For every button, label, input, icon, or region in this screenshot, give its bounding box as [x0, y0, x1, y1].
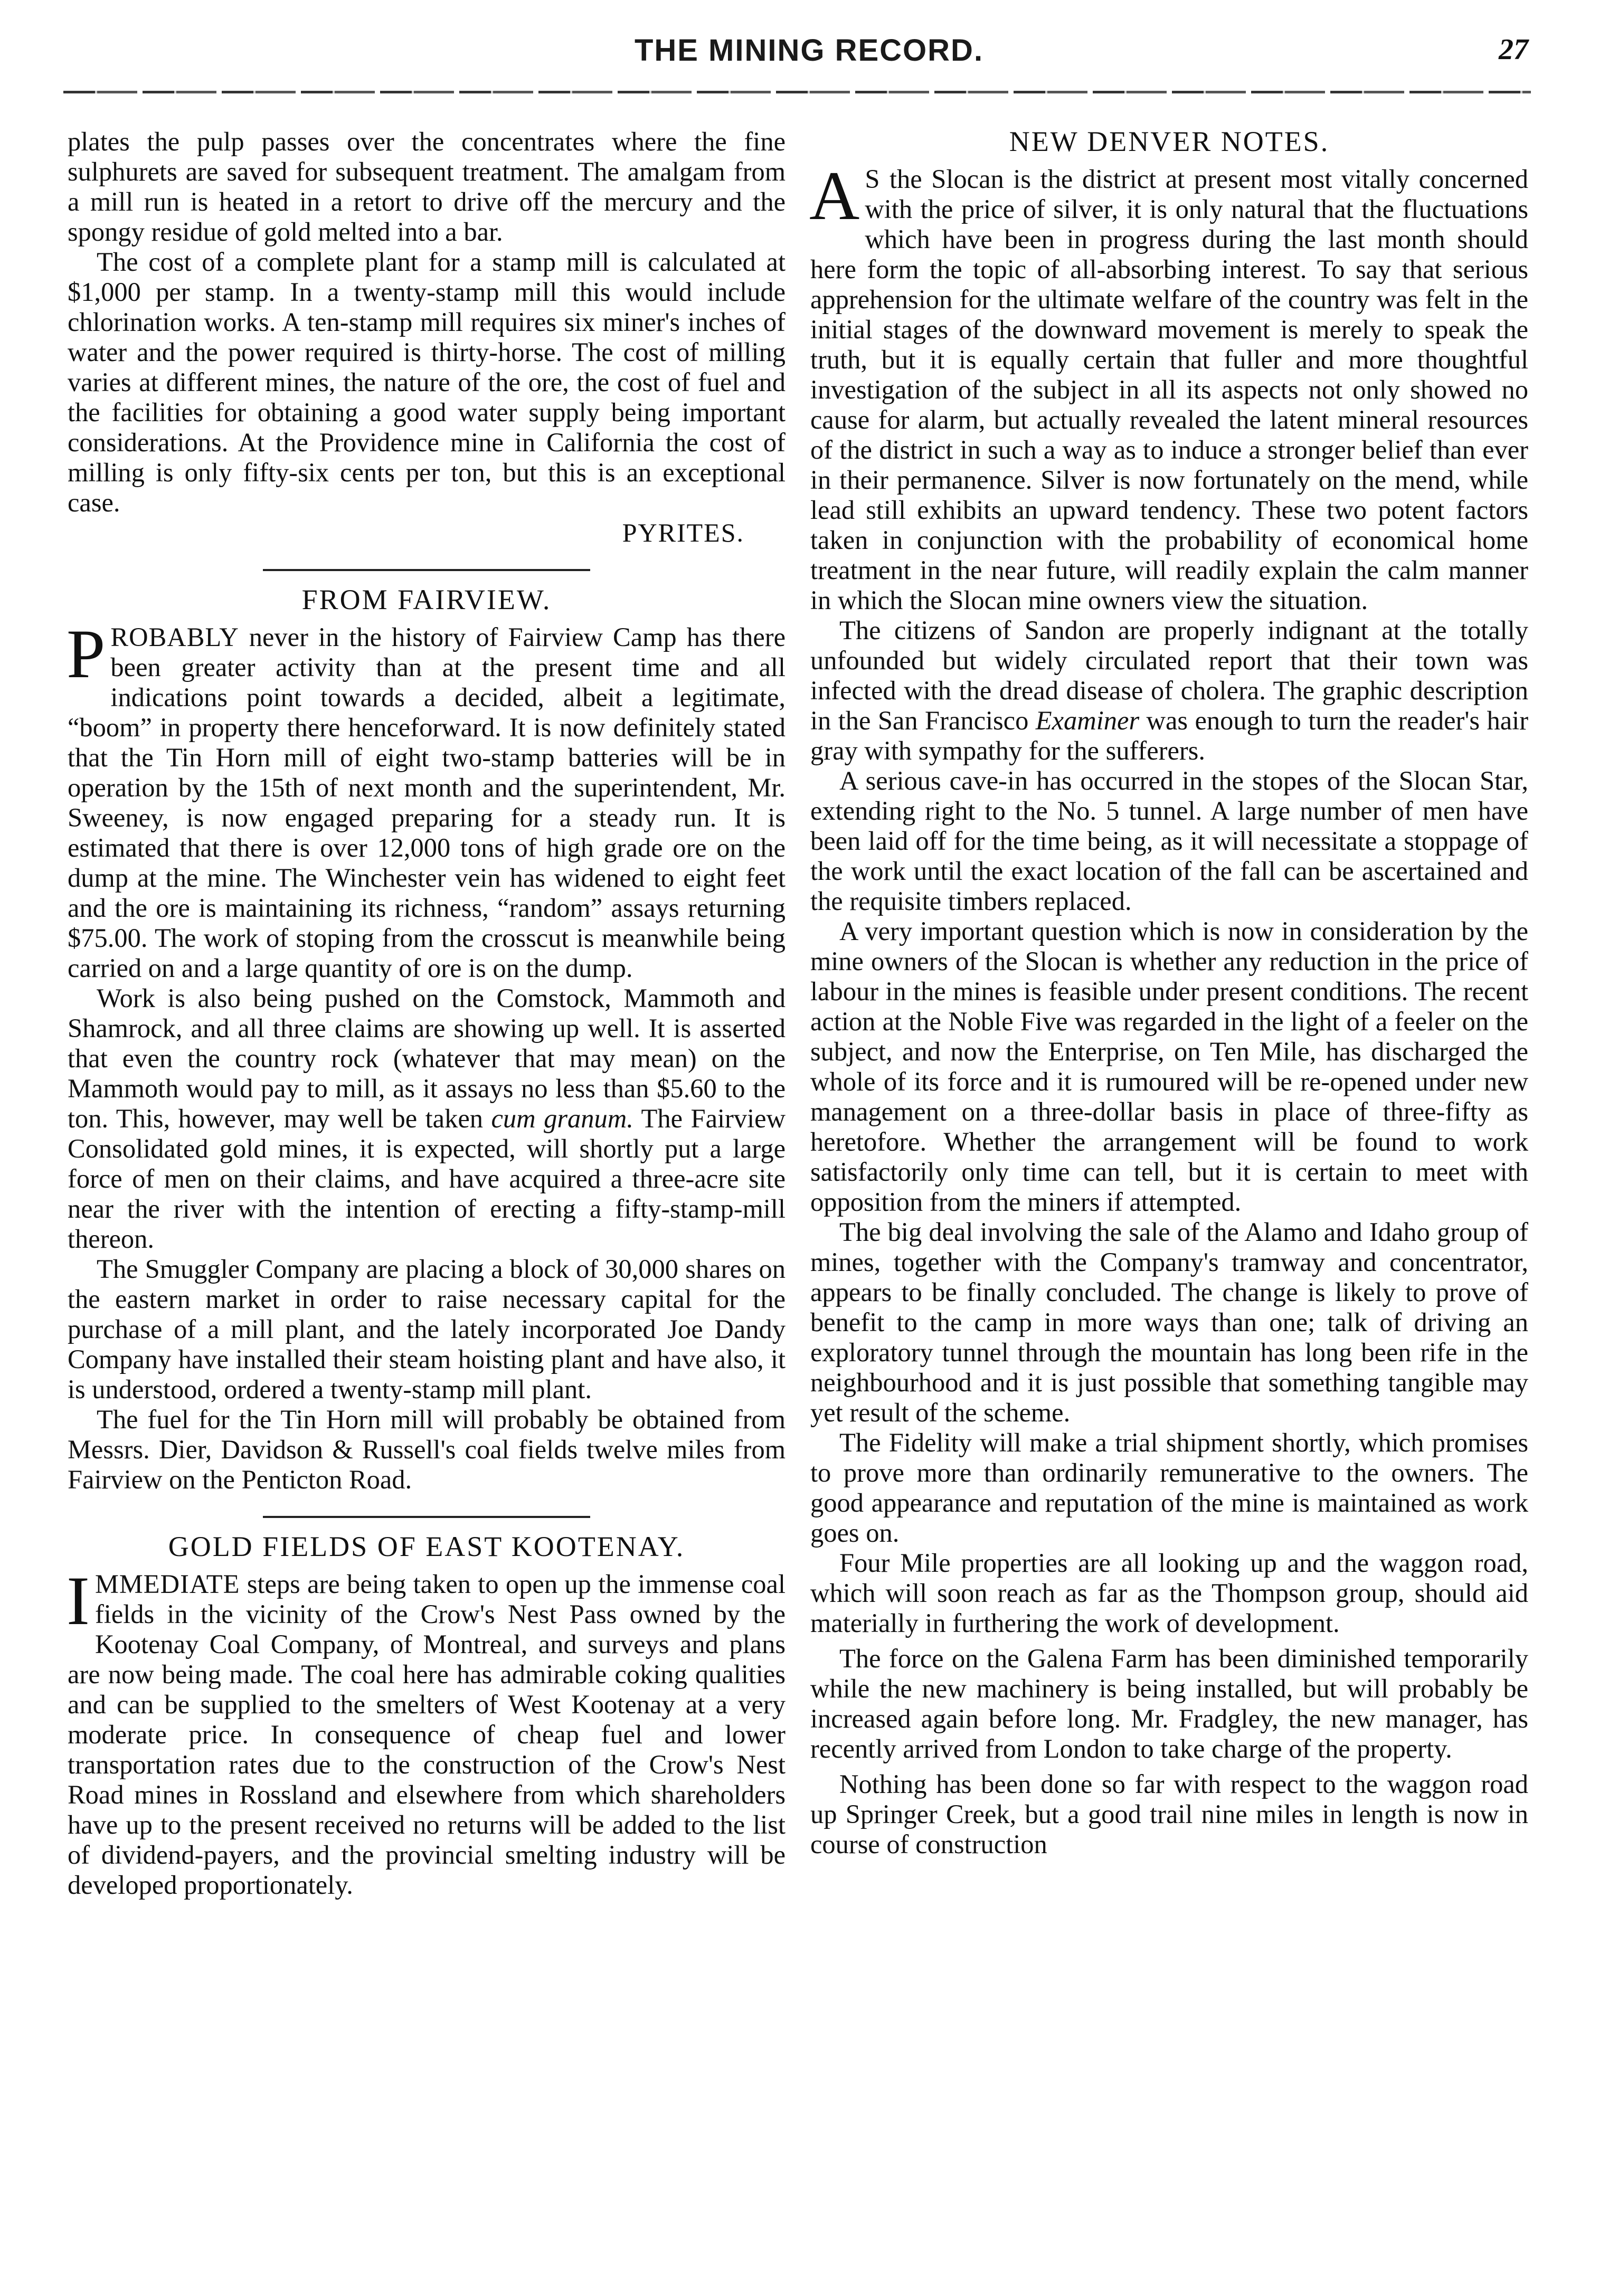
fairview-paragraph-4: The fuel for the Tin Horn mill will probably be obtained from Messrs. Dier, Davidson & Russell's coal fields twelve miles from Fairview on the Penticton Road. — [68, 1405, 786, 1494]
four-mile-paragraph: Four Mile properties are all looking up and the waggon road, which will soon reach as far as the Thompson group, should aid materially in furthering the work of development. — [810, 1548, 1528, 1638]
right-column — [810, 127, 1528, 1859]
sandon-paragraph — [810, 615, 1528, 766]
left-column — [68, 127, 786, 1900]
fairview-paragraph-2-text-b: The Fairview Consolidated gold mines, it is expected, will shortly put a large force of men on their claims, and have acquired a three-acre site near the river with the intention of erecting a fifty-stamp-mill thereon. — [68, 1104, 786, 1254]
pyrites-signature: PYRITES. — [622, 518, 744, 547]
fairview-paragraph-2-italic: cum granum. — [491, 1104, 633, 1133]
section-divider — [263, 1516, 590, 1518]
new-denver-heading: NEW DENVER NOTES. — [1009, 126, 1330, 157]
new-denver-drop-cap: A — [809, 157, 860, 234]
kootenay-drop-cap: I — [67, 1562, 90, 1639]
section-divider — [263, 569, 590, 571]
fairview-paragraph-2-text-a: Work is also being pushed on the Comstock, Mammoth and Shamrock, and all three claims are showing up well. It is asserted that even the country rock (whatever that may mean) on the Mammoth would pay to mill, as it assays no less than $5.60 to the ton. This, however, may well be taken — [68, 983, 786, 1133]
new-denver-paragraph-1-text: the Slocan is the district at present most vitally concerned with the price of silver, it is only natural that the fluctuations which have been in progress during the last month should here form the topic of all-absorbing interest. To say that serious apprehension for the ultimate welfare of the country was felt in the initial stages of the downward movement is merely to speak the truth, but it is equally certain that fuller and more thoughtful investigation of the subject in all its aspects not only showed no cause for alarm, but actually revealed the latent mineral resources of the district in such a way as to induce a stronger belief than ever in their permanence. Silver is now fortunately on the mend, while lead still exhibits an upward tendency. These two potent factors taken in conjunction with the probability of economical home treatment in the near future, will readily explain the calm manner in which the Slocan mine owners view the situation. — [810, 164, 1529, 615]
header-rule — [63, 91, 1531, 93]
page-number: 27 — [1499, 33, 1528, 66]
running-head — [0, 33, 1618, 70]
kootenay-lead-word: MMEDIATE — [94, 1569, 240, 1599]
sandon-text-b: was enough to turn the reader's hair gray with sympathy for the sufferers. — [810, 706, 1529, 765]
pyrites-paragraph-1: plates the pulp passes over the concentrates where the fine sulphurets are saved for subsequent treatment. The amalgam from a mill run is heated in a retort to drive off the mercury and the spongy residue of gold melted into a bar. — [68, 127, 786, 246]
fidelity-paragraph: The Fidelity will make a trial shipment shortly, which promises to prove more than ordinarily remunerative to the owners. The good appearance and reputation of the mine is maintained as work goes on. — [810, 1428, 1528, 1548]
alamo-paragraph: The big deal involving the sale of the Alamo and Idaho group of mines, together with the Company's tramway and concentrator, appears to be finally concluded. The change is likely to prove of benefit to the camp in more ways than one; talk of driving an exploratory tunnel through the mountain has long been rife in the neighbourhood and it is just possible that something tangible may yet result of the scheme. — [810, 1217, 1528, 1427]
journal-title: THE MINING RECORD. — [634, 33, 984, 68]
fairview-paragraph-2 — [68, 983, 786, 1254]
kootenay-heading: GOLD FIELDS OF EAST KOOTENAY. — [168, 1531, 685, 1562]
fairview-paragraph-1-text: never in the history of Fairview Camp has there been greater activity than at the present time and all indications point towards a decided, albeit a legitimate, “boom” in property there henceforward. It is now definitely stated that the Tin Horn mill of eight two-stamp batteries will be in operation by the 15th of next month and the superintendent, Mr. Sweeney, is now engaged preparing for a steady run. It is estimated that there is over 12,000 tons of high grade ore on the dump at the mine. The Winchester vein has widened to eight feet and the ore is maintaining its richness, “random” assays returning $75.00. The work of stoping from the crosscut is meanwhile being carried on and a large quantity of ore is on the dump. — [68, 622, 786, 983]
pyrites-paragraph-2: The cost of a complete plant for a stamp mill is calculated at $1,000 per stamp. In a twenty-stamp mill this would include chlorination works. A ten-stamp mill requires six miner's inches of water and the power required is thirty-horse. The cost of milling varies at different mines, the nature of the ore, the cost of fuel and the facilities for obtaining a good water supply being important considerations. At the Providence mine in California the cost of milling is only fifty-six cents per ton, but this is an exceptional case. — [68, 247, 786, 517]
fairview-paragraph-3: The Smuggler Company are placing a block of 30,000 shares on the eastern market in order to raise necessary capital for the purchase of a mill plant, and the lately incorporated Joe Dandy Company have installed their steam hoisting plant and have also, it is understood, ordered a twenty-stamp mill plant. — [68, 1254, 786, 1404]
fairview-heading: FROM FAIRVIEW. — [301, 584, 552, 615]
galena-farm-paragraph: The force on the Galena Farm has been diminished temporarily while the new machinery is being installed, but will probably be increased again before long. Mr. Fradgley, the new manager, has recently arrived from London to take charge of the property. — [810, 1644, 1528, 1763]
fairview-paragraph-1 — [67, 615, 786, 983]
new-denver-paragraph-1 — [809, 157, 1529, 615]
fairview-lead-word: ROBABLY — [110, 622, 239, 652]
sandon-text-a: The citizens of Sandon are properly indignant at the totally unfounded but widely circulated report that their town was infected with the dread disease of cholera. The graphic description in the San Francisco — [810, 615, 1528, 735]
labour-paragraph: A very important question which is now in consideration by the mine owners of the Slocan is whether any reduction in the price of labour in the mines is feasible under present conditions. The recent action at the Noble Five was regarded in the light of a feeler on the subject, and now the Enterprise, on Ten Mile, has discharged the whole of its force and it is rumoured will be re-opened under new management on a three-dollar basis in place of three-fifty as heretofore. Whether the arrangement will be found to work satisfactorily only time can tell, but it is certain to meet with opposition from the miners if attempted. — [810, 916, 1528, 1217]
kootenay-paragraph-text: steps are being taken to open up the immense coal fields in the vicinity of the Crow's Nest Pass owned by the Kootenay Coal Company, of Montreal, and surveys and plans are now being made. The coal here has admirable coking qualities and can be supplied to the smelters of West Kootenay at a very moderate price. In consequence of cheap fuel and lower transportation rates due to the construction of the Crow's Nest Road mines in Rossland and elsewhere from which shareholders have up to the present received no returns will be added to the list of dividend-payers, and the provincial smelting industry will be developed proportionately. — [68, 1569, 786, 1900]
sandon-italic: Examiner — [1035, 706, 1140, 735]
fairview-drop-cap: P — [67, 615, 106, 692]
springer-creek-paragraph: Nothing has been done so far with respect to the waggon road up Springer Creek, but a good trail nine miles in length is now in course of construction — [810, 1769, 1528, 1859]
kootenay-paragraph — [67, 1562, 786, 1900]
slocan-star-paragraph: A serious cave-in has occurred in the stopes of the Slocan Star, extending right to the No. 5 tunnel. A large number of men have been laid off for the time being, as it will necessitate a stoppage of the work until the exact location of the fall can be ascertained and the requisite timbers replaced. — [810, 766, 1528, 916]
new-denver-lead-word: S — [865, 164, 881, 194]
